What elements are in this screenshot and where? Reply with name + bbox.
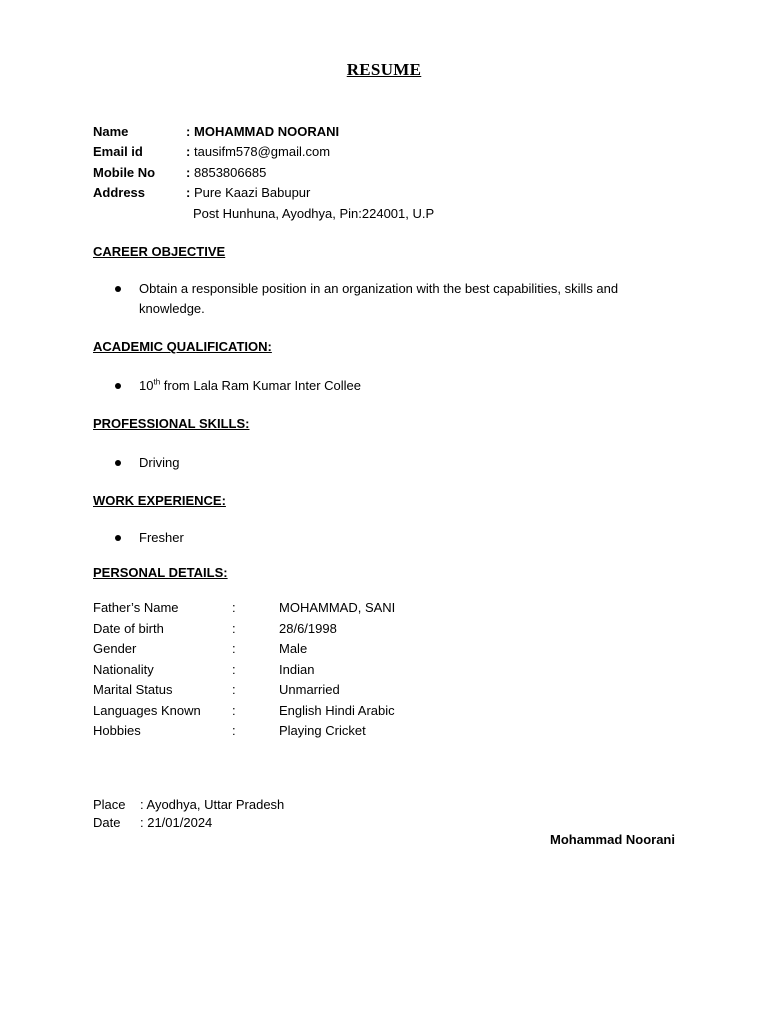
academic-qualification-text	[139, 376, 361, 396]
signature-name: Mohammad Noorani	[550, 832, 675, 847]
personal-label: Gender	[93, 641, 137, 656]
contact-value-mobile: 8853806685	[194, 165, 267, 180]
personal-value: English Hindi Arabic	[279, 703, 395, 718]
date-label: Date	[93, 815, 121, 830]
date-value: : 21/01/2024	[140, 815, 213, 830]
personal-value: 28/6/1998	[279, 621, 337, 636]
personal-sep: :	[232, 703, 236, 718]
personal-label: Nationality	[93, 662, 154, 677]
section-heading-academic: ACADEMIC QUALIFICATION:	[93, 339, 272, 354]
bullet-icon	[115, 460, 121, 466]
section-heading-personal: PERSONAL DETAILS:	[93, 565, 228, 580]
skill-text: Driving	[139, 455, 180, 470]
personal-sep: :	[232, 600, 236, 615]
academic-grade-number: 10	[139, 378, 154, 393]
bullet-icon	[115, 535, 121, 541]
section-heading-experience: WORK EXPERIENCE:	[93, 493, 226, 508]
bullet-icon	[115, 383, 121, 389]
contact-sep: :	[186, 124, 191, 139]
personal-label: Marital Status	[93, 682, 173, 697]
academic-school-text: from Lala Ram Kumar Inter Collee	[160, 378, 361, 393]
contact-value-name: MOHAMMAD NOORANI	[194, 124, 340, 139]
personal-sep: :	[232, 682, 236, 697]
personal-sep: :	[232, 641, 236, 656]
contact-sep: :	[186, 185, 191, 200]
personal-sep: :	[232, 723, 236, 738]
contact-address-line2: Post Hunhuna, Ayodhya, Pin:224001, U.P	[193, 206, 435, 221]
personal-label: Date of birth	[93, 621, 164, 636]
contact-value-address: Pure Kaazi Babupur	[194, 185, 311, 200]
document-title: RESUME	[346, 60, 422, 79]
personal-label: Father’s Name	[93, 600, 179, 615]
personal-label: Hobbies	[93, 723, 141, 738]
academic-grade-suffix: th	[153, 377, 161, 387]
place-label: Place	[93, 797, 126, 812]
contact-label-mobile: Mobile No	[93, 165, 156, 180]
personal-value: Male	[279, 641, 308, 656]
personal-value: Indian	[279, 662, 315, 677]
bullet-icon	[115, 286, 121, 292]
section-heading-skills: PROFESSIONAL SKILLS:	[93, 416, 250, 431]
personal-value: MOHAMMAD, SANI	[279, 600, 396, 615]
contact-sep: :	[186, 144, 191, 159]
personal-value: Playing Cricket	[279, 723, 366, 738]
contact-label-name: Name	[93, 124, 129, 139]
experience-text: Fresher	[139, 530, 184, 545]
contact-label-address: Address	[93, 185, 146, 200]
career-objective-text: Obtain a responsible position in an organization with the best capabilities, skills and knowledge.	[139, 281, 619, 316]
place-value: : Ayodhya, Uttar Pradesh	[140, 797, 285, 812]
personal-value: Unmarried	[279, 682, 340, 697]
contact-label-email: Email id	[93, 144, 143, 159]
contact-sep: :	[186, 165, 191, 180]
personal-label: Languages Known	[93, 703, 201, 718]
personal-sep: :	[232, 621, 236, 636]
contact-value-email: tausifm578@gmail.com	[194, 144, 331, 159]
section-heading-career: CAREER OBJECTIVE	[93, 244, 226, 259]
personal-sep: :	[232, 662, 236, 677]
